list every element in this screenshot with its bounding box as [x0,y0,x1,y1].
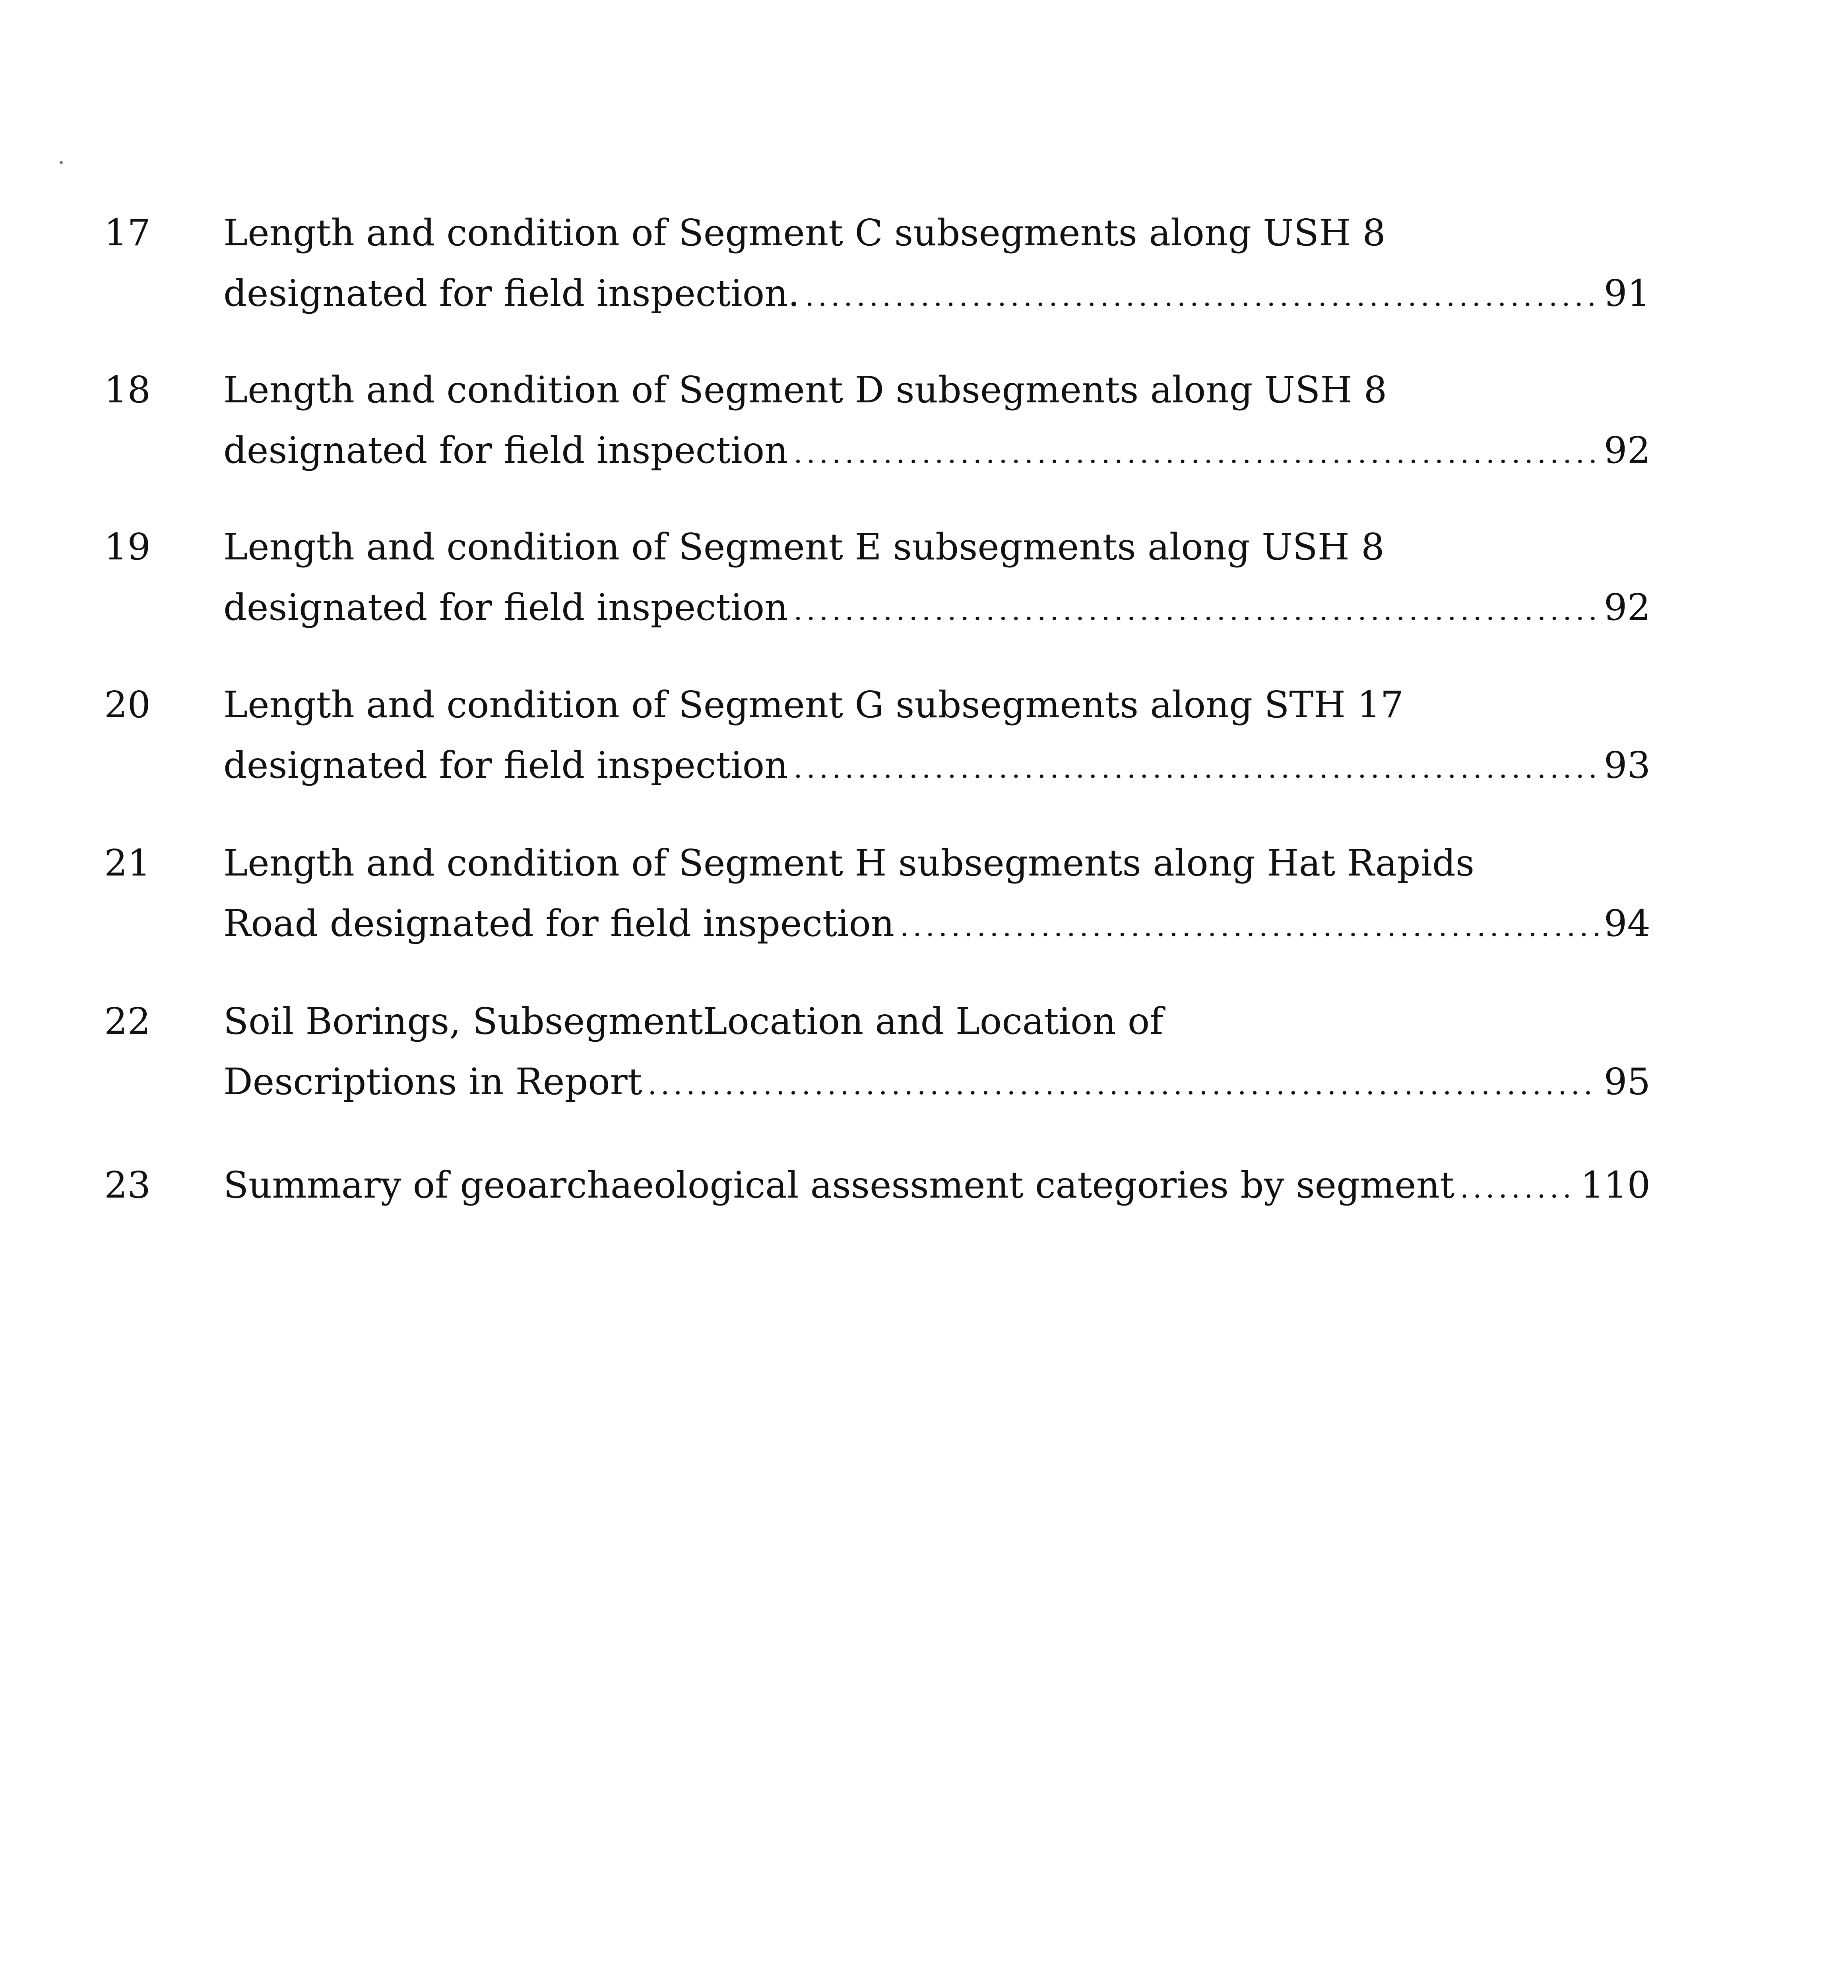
toc-entry-number: 18 [104,369,151,411]
toc-entry-title-text: Summary of geoarchaeological assessment categories by segment [223,1164,1454,1206]
toc-entry-page-number: 94 [1604,902,1650,945]
toc-entry-title-text: designated for field inspection. [223,272,800,315]
toc-entry-title-line2 [223,420,1650,483]
toc-entry-title-text: designated for field inspection [223,429,788,472]
toc-entry-title-line [223,1155,1650,1218]
toc-entry-title-text: Descriptions in Report [223,1060,642,1103]
dot-leader [1460,1158,1575,1218]
dot-leader [793,423,1598,483]
toc-entry-number: 17 [104,212,151,254]
toc-entry-title-text: Road designated for field inspection [223,902,894,945]
toc-entry-page-number: 93 [1604,744,1650,786]
scan-speck [60,161,63,164]
toc-entry-title-text: designated for field inspection [223,586,788,629]
toc-entry-title-line1: Length and condition of Segment D subsegments along USH 8 [223,369,1387,411]
toc-entry-page-number: 95 [1604,1060,1650,1103]
dot-leader [793,580,1598,641]
toc-entry-title-text: designated for field inspection [223,744,788,786]
toc-entry-page-number: 110 [1580,1164,1650,1206]
toc-entry-title-line2 [223,893,1650,957]
toc-entry-number: 23 [104,1164,151,1206]
dot-leader [805,266,1598,326]
toc-entry-title-line2 [223,1052,1650,1115]
dot-leader [648,1054,1598,1115]
toc-entry-number: 21 [104,842,151,884]
toc-entry-title-line1: Length and condition of Segment G subsegments along STH 17 [223,683,1404,726]
toc-entry-title-line2 [223,577,1650,641]
toc-entry-number: 19 [104,526,151,568]
toc-entry-number: 20 [104,683,151,726]
toc-entry-number: 22 [104,1000,151,1043]
toc-entry-page-number: 92 [1604,586,1650,629]
dot-leader [793,738,1598,798]
toc-entry-page-number: 92 [1604,429,1650,472]
toc-entry-title-line1: Length and condition of Segment E subsegments along USH 8 [223,526,1385,568]
toc-entry-title-line1: Soil Borings, SubsegmentLocation and Location of [223,1000,1163,1043]
toc-entry-title-line1: Length and condition of Segment H subsegments along Hat Rapids [223,842,1475,884]
dot-leader [900,896,1598,957]
toc-entry-page-number: 91 [1604,272,1650,315]
toc-entry-title-line1: Length and condition of Segment C subsegments along USH 8 [223,212,1386,254]
toc-entry-title-line2 [223,263,1650,326]
toc-entry-title-line2 [223,735,1650,798]
